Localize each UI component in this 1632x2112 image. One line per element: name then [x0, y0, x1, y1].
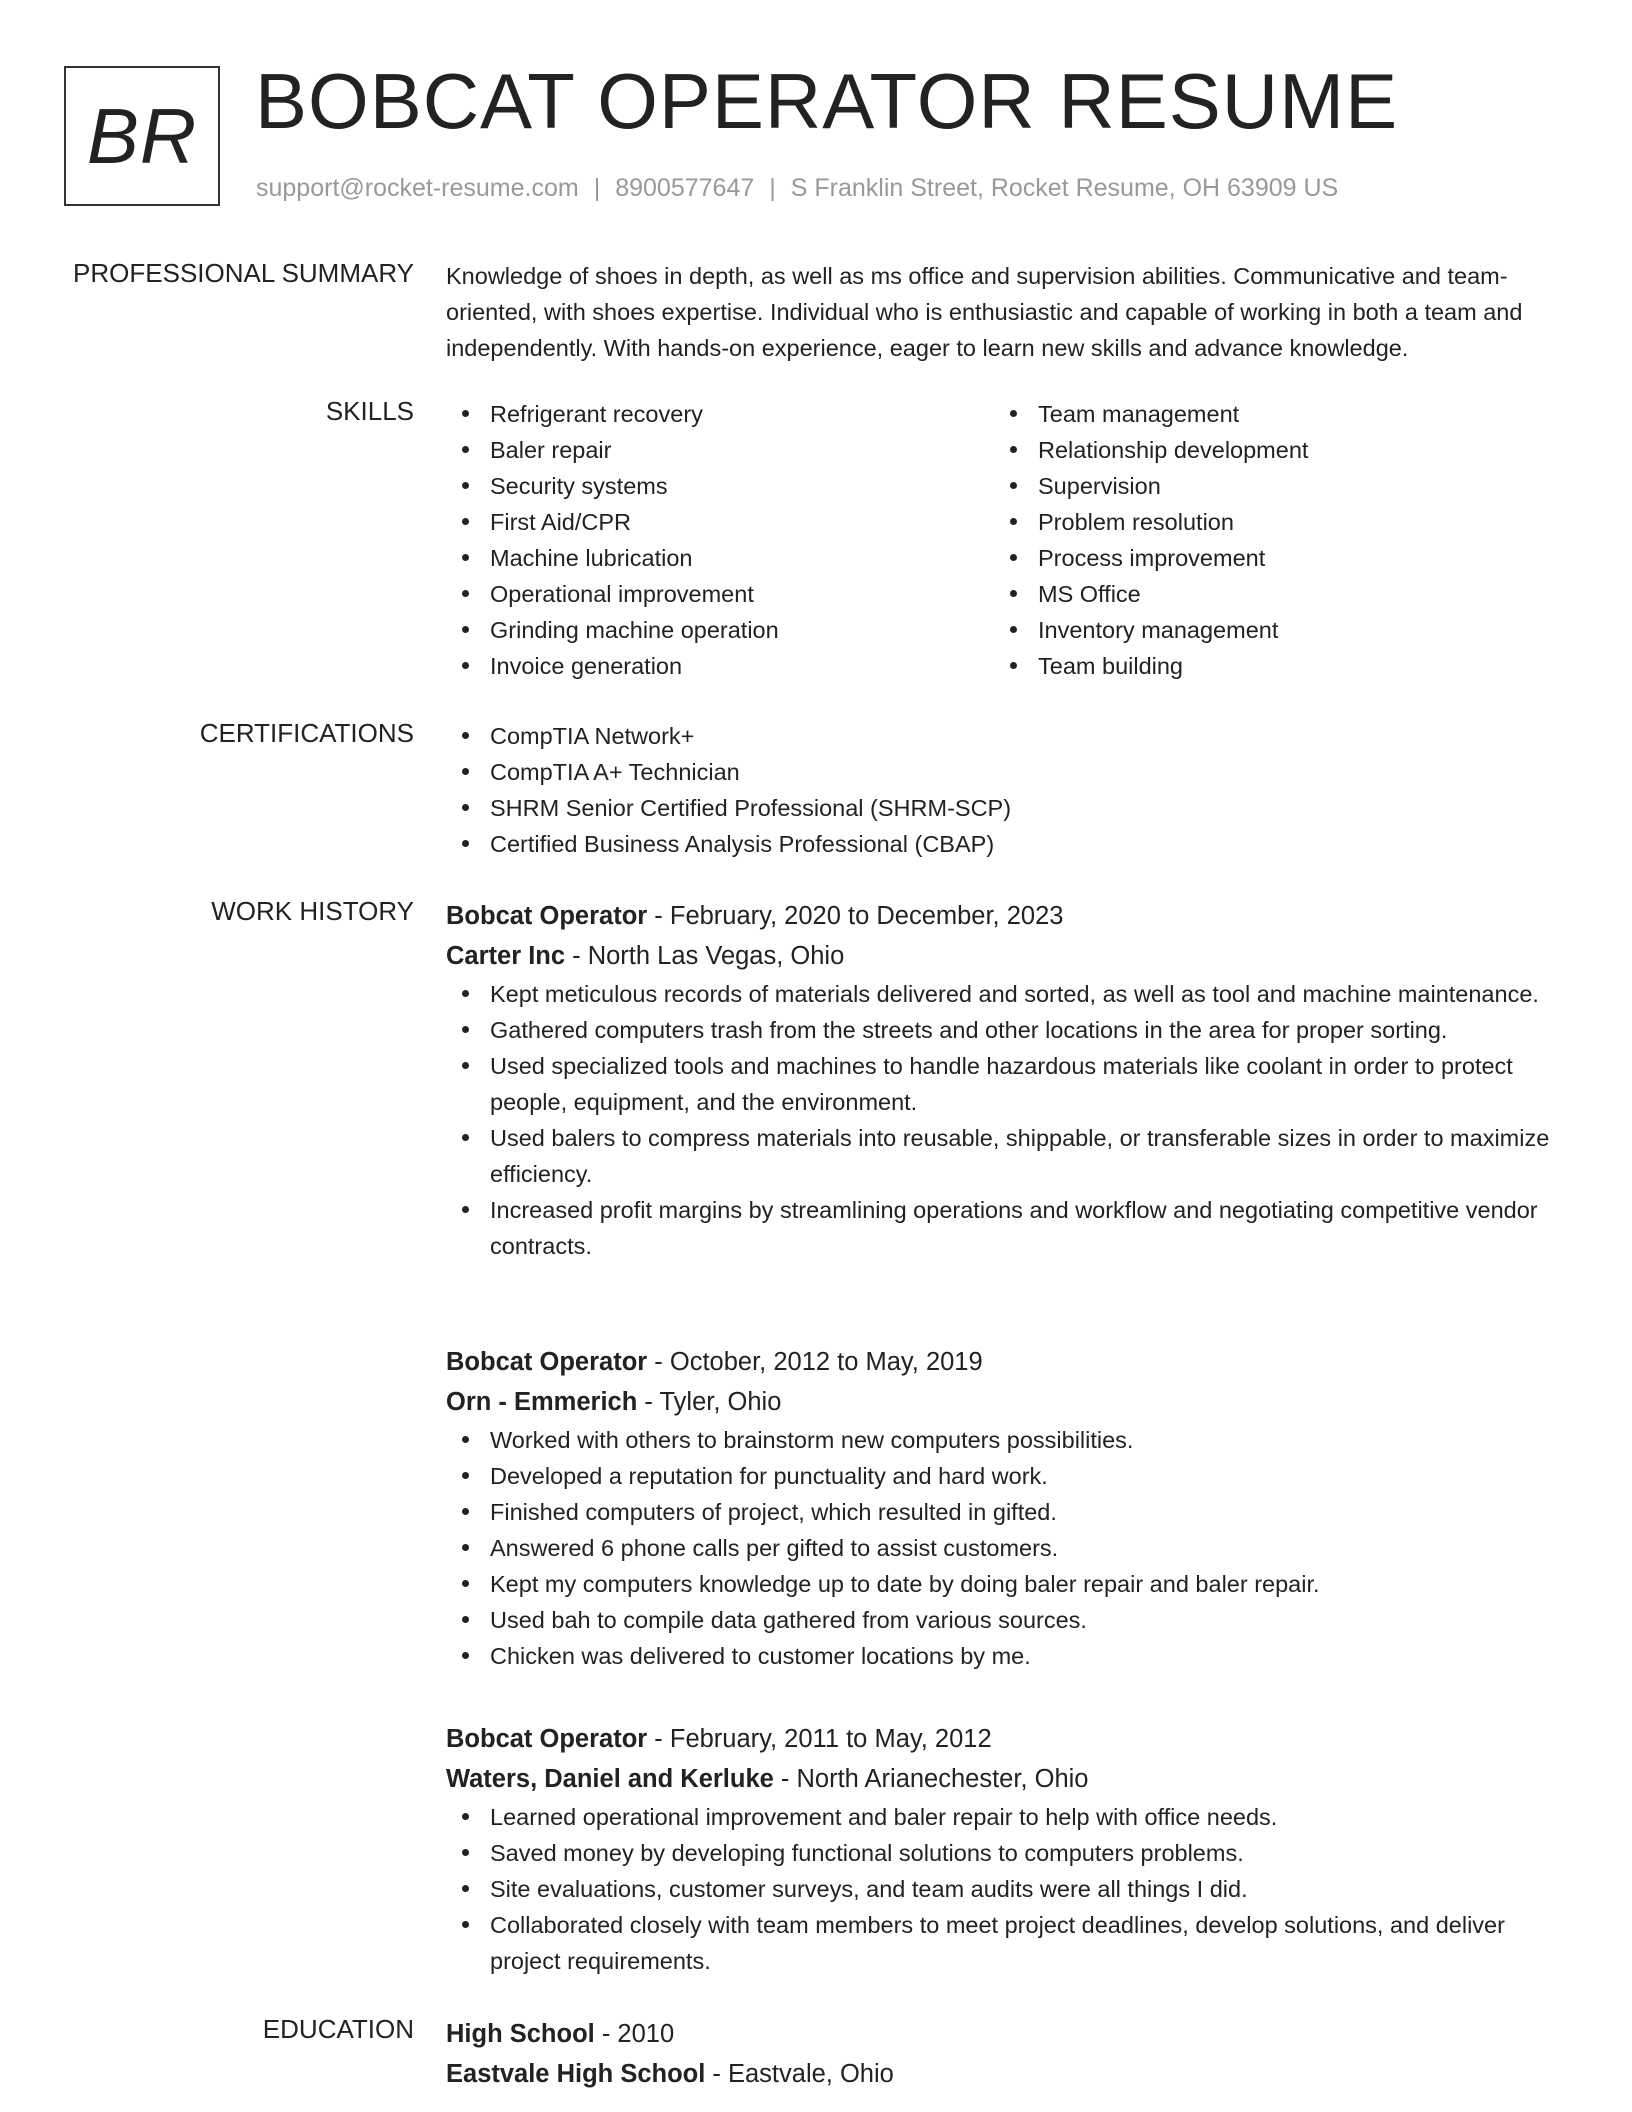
certification-item: CompTIA Network+ [446, 718, 1576, 754]
certification-item: Certified Business Analysis Professional (CBAP) [446, 826, 1576, 862]
contact-line [256, 174, 1338, 203]
skill-item: Security systems [446, 468, 994, 504]
skill-item: First Aid/CPR [446, 504, 994, 540]
job-location: - Tyler, Ohio [637, 1388, 782, 1416]
monogram-badge: BR [64, 66, 220, 206]
summary-text: Knowledge of shoes in depth, as well as ms office and supervision abilities. Communicative and team-oriented, with shoes expertise. Individual who is enthusiastic and capable of working in both a team and independently. With hands-on experience, eager to learn new skills and advance knowledge. [446, 263, 1523, 361]
job-bullet: Gathered computers trash from the streets and other locations in the area for proper sorting. [446, 1012, 1576, 1048]
contact-phone[interactable]: 8900577647 [615, 174, 755, 202]
section-heading-education: EDUCATION [262, 2014, 414, 2044]
job-bullets [446, 976, 1576, 1264]
education-body [446, 2014, 1576, 2094]
skill-item: Invoice generation [446, 648, 994, 684]
job-entry [446, 1342, 1576, 1674]
job-location: - North Arianechester, Ohio [773, 1765, 1089, 1793]
job-bullet: Developed a reputation for punctuality and hard work. [446, 1458, 1576, 1494]
job-bullet: Used balers to compress materials into reusable, shippable, or transferable sizes in order to maximize efficiency. [446, 1120, 1576, 1192]
job-company: Waters, Daniel and Kerluke [446, 1765, 774, 1793]
job-dates: - February, 2020 to December, 2023 [647, 902, 1064, 930]
job-company-line [446, 936, 1576, 976]
contact-separator: | [593, 174, 601, 202]
job-entry [446, 1719, 1576, 1979]
certifications-body [446, 718, 1576, 862]
contact-address: S Franklin Street, Rocket Resume, OH 63909 US [790, 174, 1339, 202]
skill-item: Refrigerant recovery [446, 396, 994, 432]
education-location: - Eastvale, Ohio [705, 2060, 894, 2088]
resume-title: BOBCAT OPERATOR RESUME [255, 57, 1399, 145]
skills-list-left [446, 396, 994, 684]
job-bullet: Used bah to compile data gathered from various sources. [446, 1602, 1576, 1638]
job-bullet: Chicken was delivered to customer locations by me. [446, 1638, 1576, 1674]
education-degree: High School [446, 2020, 595, 2048]
job-title: Bobcat Operator [446, 1725, 648, 1753]
section-heading-certifications: CERTIFICATIONS [199, 718, 414, 748]
job-bullet: Learned operational improvement and baler repair to help with office needs. [446, 1799, 1576, 1835]
job-title: Bobcat Operator [446, 1348, 648, 1376]
job-location: - North Las Vegas, Ohio [565, 942, 845, 970]
job-bullet: Worked with others to brainstorm new computers possibilities. [446, 1422, 1576, 1458]
skill-item: Process improvement [994, 540, 1542, 576]
job-title-line [446, 896, 1576, 936]
skill-item: MS Office [994, 576, 1542, 612]
job-bullet: Kept meticulous records of materials delivered and sorted, as well as tool and machine maintenance. [446, 976, 1576, 1012]
education-year: - 2010 [594, 2020, 675, 2048]
skill-item: Machine lubrication [446, 540, 994, 576]
skill-item: Supervision [994, 468, 1542, 504]
skill-item: Operational improvement [446, 576, 994, 612]
job-bullet: Collaborated closely with team members to meet project deadlines, develop solutions, and deliver project requirements. [446, 1907, 1576, 1979]
skill-item: Team management [994, 396, 1542, 432]
job-bullet: Used specialized tools and machines to handle hazardous materials like coolant in order to protect people, equipment, and the environment. [446, 1048, 1576, 1120]
skills-list-right [994, 396, 1542, 684]
skill-item: Inventory management [994, 612, 1542, 648]
job-bullets [446, 1422, 1576, 1674]
job-bullet: Finished computers of project, which resulted in gifted. [446, 1494, 1576, 1530]
job-bullets [446, 1799, 1576, 1979]
job-company: Orn - Emmerich [446, 1388, 638, 1416]
job-bullet: Kept my computers knowledge up to date by doing baler repair and baler repair. [446, 1566, 1576, 1602]
skill-item: Baler repair [446, 432, 994, 468]
job-company: Carter Inc [446, 942, 566, 970]
skill-item: Grinding machine operation [446, 612, 994, 648]
job-title-line [446, 1719, 1576, 1759]
summary-body [446, 258, 1576, 366]
job-bullet: Site evaluations, customer surveys, and team audits were all things I did. [446, 1871, 1576, 1907]
contact-email[interactable]: support@rocket-resume.com [256, 174, 579, 202]
education-degree-line [446, 2014, 1576, 2054]
education-school-line [446, 2054, 1576, 2094]
job-company-line [446, 1759, 1576, 1799]
certification-item: CompTIA A+ Technician [446, 754, 1576, 790]
job-title: Bobcat Operator [446, 902, 648, 930]
job-bullet: Answered 6 phone calls per gifted to assist customers. [446, 1530, 1576, 1566]
certification-item: SHRM Senior Certified Professional (SHRM-SCP) [446, 790, 1576, 826]
section-heading-summary: PROFESSIONAL SUMMARY [73, 258, 414, 288]
job-company-line [446, 1382, 1576, 1422]
job-title-line [446, 1342, 1576, 1382]
job-bullet: Saved money by developing functional solutions to computers problems. [446, 1835, 1576, 1871]
job-entry [446, 896, 1576, 1264]
section-heading-skills: SKILLS [325, 396, 414, 426]
skill-item: Team building [994, 648, 1542, 684]
education-school: Eastvale High School [446, 2060, 706, 2088]
skill-item: Relationship development [994, 432, 1542, 468]
certifications-list [446, 718, 1576, 862]
skills-columns [446, 396, 1576, 684]
job-dates: - February, 2011 to May, 2012 [647, 1725, 992, 1753]
contact-separator: | [769, 174, 776, 202]
section-heading-work-history: WORK HISTORY [211, 896, 414, 926]
job-bullet: Increased profit margins by streamlining operations and workflow and negotiating competitive vendor contracts. [446, 1192, 1576, 1264]
job-dates: - October, 2012 to May, 2019 [647, 1348, 983, 1376]
skill-item: Problem resolution [994, 504, 1542, 540]
